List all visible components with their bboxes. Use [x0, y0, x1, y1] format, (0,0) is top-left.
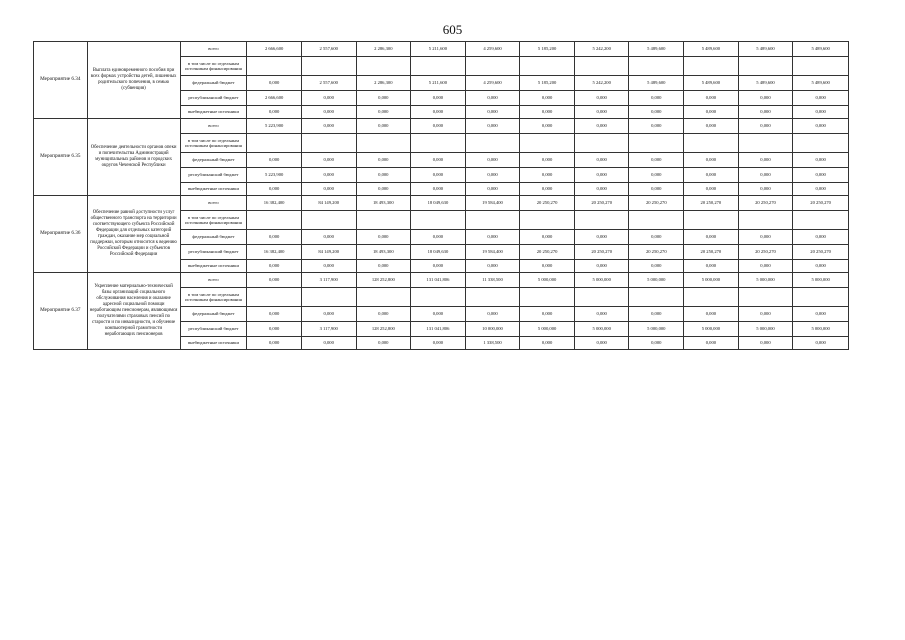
amount-cell: 5 000,000: [629, 273, 684, 288]
amount-cell: 0,000: [574, 307, 629, 322]
amount-cell: 0,000: [684, 307, 739, 322]
amount-cell: 5 242,200: [574, 42, 629, 57]
amount-cell: [411, 288, 466, 307]
amount-cell: [629, 211, 684, 230]
amount-cell: 0,000: [684, 106, 739, 119]
amount-cell: 0,000: [465, 119, 520, 134]
amount-cell: 5 211,600: [411, 76, 466, 91]
amount-cell: 0,000: [247, 260, 302, 273]
amount-cell: 0,000: [411, 337, 466, 350]
amount-cell: 0,000: [356, 153, 411, 168]
amount-cell: [247, 57, 302, 76]
amount-cell: 0,000: [520, 106, 575, 119]
amount-cell: 16 382,400: [247, 196, 302, 211]
amount-cell: [793, 57, 849, 76]
amount-cell: 18 049,630: [411, 196, 466, 211]
amount-cell: 0,000: [411, 183, 466, 196]
amount-cell: 0,000: [301, 153, 356, 168]
amount-cell: 84 149,200: [301, 245, 356, 260]
amount-cell: 0,000: [247, 183, 302, 196]
amount-cell: [247, 288, 302, 307]
amount-cell: 5 223,900: [247, 119, 302, 134]
amount-cell: 0,000: [356, 168, 411, 183]
amount-cell: 0,000: [247, 307, 302, 322]
amount-cell: 0,000: [574, 183, 629, 196]
measure-code: Мероприятие 6.36: [34, 196, 88, 273]
amount-cell: 20 250,270: [574, 196, 629, 211]
amount-cell: 18 493,300: [356, 196, 411, 211]
amount-cell: 0,000: [247, 153, 302, 168]
amount-cell: 0,000: [520, 337, 575, 350]
funding-source: внебюджетные источники: [180, 260, 247, 273]
amount-cell: 0,000: [684, 153, 739, 168]
amount-cell: [793, 288, 849, 307]
amount-cell: 0,000: [574, 153, 629, 168]
amount-cell: 0,000: [356, 230, 411, 245]
amount-cell: 0,000: [520, 119, 575, 134]
amount-cell: 0,000: [738, 337, 793, 350]
amount-cell: 20 250,270: [574, 245, 629, 260]
amount-cell: 20 250,270: [793, 196, 849, 211]
amount-cell: [684, 288, 739, 307]
amount-cell: 3 117,900: [301, 273, 356, 288]
amount-cell: 0,000: [356, 183, 411, 196]
amount-cell: [520, 211, 575, 230]
amount-cell: 5 489,600: [629, 76, 684, 91]
funding-source: федеральный бюджет: [180, 153, 247, 168]
amount-cell: 10 000,000: [465, 322, 520, 337]
amount-cell: 11 338,500: [465, 273, 520, 288]
amount-cell: 18 049,630: [411, 245, 466, 260]
amount-cell: 20 250,270: [738, 245, 793, 260]
amount-cell: [793, 134, 849, 153]
amount-cell: 0,000: [738, 230, 793, 245]
funding-source: республиканский бюджет: [180, 168, 247, 183]
measure-description: Обеспечение деятельности органов опеки и попечительства Администраций муниципальных районов и городских округов Чеченской Республики: [87, 119, 180, 196]
amount-cell: 0,000: [301, 230, 356, 245]
amount-cell: 0,000: [629, 260, 684, 273]
amount-cell: 5 000,000: [738, 273, 793, 288]
amount-cell: 0,000: [629, 230, 684, 245]
amount-cell: 2 286,300: [356, 76, 411, 91]
amount-cell: 0,000: [629, 307, 684, 322]
amount-cell: 5 000,000: [793, 273, 849, 288]
amount-cell: 0,000: [793, 119, 849, 134]
amount-cell: 2 557,600: [301, 76, 356, 91]
amount-cell: 0,000: [301, 183, 356, 196]
amount-cell: 5 000,000: [684, 322, 739, 337]
amount-cell: 0,000: [574, 230, 629, 245]
amount-cell: 0,000: [684, 183, 739, 196]
amount-cell: 5 000,000: [574, 273, 629, 288]
amount-cell: [465, 288, 520, 307]
amount-cell: 0,000: [247, 230, 302, 245]
amount-cell: [738, 57, 793, 76]
table-row: [34, 42, 849, 57]
amount-cell: 0,000: [574, 119, 629, 134]
amount-cell: 0,000: [465, 183, 520, 196]
funding-source: всего: [180, 42, 247, 57]
amount-cell: 2 557,600: [301, 42, 356, 57]
amount-cell: 0,000: [684, 260, 739, 273]
amount-cell: 0,000: [301, 307, 356, 322]
amount-cell: 0,000: [301, 91, 356, 106]
amount-cell: 18 493,300: [356, 245, 411, 260]
amount-cell: [465, 57, 520, 76]
amount-cell: [301, 288, 356, 307]
amount-cell: 20 250,270: [684, 245, 739, 260]
amount-cell: [411, 211, 466, 230]
amount-cell: [738, 211, 793, 230]
amount-cell: 20 250,270: [684, 196, 739, 211]
amount-cell: 0,000: [247, 106, 302, 119]
amount-cell: 0,000: [574, 91, 629, 106]
amount-cell: [520, 288, 575, 307]
amount-cell: 0,000: [411, 106, 466, 119]
amount-cell: 5 223,900: [247, 168, 302, 183]
budget-table: [33, 41, 849, 350]
amount-cell: 4 259,600: [465, 42, 520, 57]
amount-cell: [629, 134, 684, 153]
amount-cell: 0,000: [465, 307, 520, 322]
amount-cell: 0,000: [247, 337, 302, 350]
amount-cell: 0,000: [520, 183, 575, 196]
amount-cell: 128 252,800: [356, 273, 411, 288]
amount-cell: 4 259,600: [465, 76, 520, 91]
amount-cell: [629, 57, 684, 76]
amount-cell: 0,000: [629, 337, 684, 350]
amount-cell: [301, 211, 356, 230]
amount-cell: 0,000: [629, 91, 684, 106]
funding-source: внебюджетные источники: [180, 106, 247, 119]
amount-cell: 131 041,806: [411, 322, 466, 337]
amount-cell: 19 584,400: [465, 196, 520, 211]
amount-cell: 5 000,000: [520, 273, 575, 288]
amount-cell: 0,000: [356, 260, 411, 273]
amount-cell: 0,000: [738, 183, 793, 196]
funding-source: федеральный бюджет: [180, 230, 247, 245]
funding-source: всего: [180, 196, 247, 211]
amount-cell: 0,000: [738, 91, 793, 106]
amount-cell: 0,000: [520, 91, 575, 106]
funding-source: в том числе по отдельным источникам финансирования: [180, 288, 247, 307]
amount-cell: 5 242,200: [574, 76, 629, 91]
amount-cell: 0,000: [738, 168, 793, 183]
amount-cell: [793, 211, 849, 230]
amount-cell: [356, 211, 411, 230]
amount-cell: [520, 57, 575, 76]
amount-cell: 0,000: [411, 307, 466, 322]
measure-code: Мероприятие 6.35: [34, 119, 88, 196]
amount-cell: 0,000: [520, 230, 575, 245]
amount-cell: [356, 134, 411, 153]
amount-cell: 84 149,200: [301, 196, 356, 211]
amount-cell: 0,000: [465, 153, 520, 168]
amount-cell: [574, 211, 629, 230]
amount-cell: [301, 57, 356, 76]
amount-cell: [684, 134, 739, 153]
amount-cell: [301, 134, 356, 153]
amount-cell: 2 666,600: [247, 91, 302, 106]
measure-description: Обеспечение равной доступности услуг общественного транспорта на территории соответствующего субъекта Российской Федерации для отдельных категорий граждан, оказание мер социальной поддержки, которым относится к ведению Российской Федерации и субъектов Российской Федерации: [87, 196, 180, 273]
amount-cell: 0,000: [629, 183, 684, 196]
amount-cell: 0,000: [738, 260, 793, 273]
amount-cell: 0,000: [301, 106, 356, 119]
amount-cell: [738, 134, 793, 153]
amount-cell: 20 250,270: [629, 245, 684, 260]
amount-cell: 20 250,270: [793, 245, 849, 260]
amount-cell: 0,000: [684, 119, 739, 134]
amount-cell: [356, 57, 411, 76]
amount-cell: 2 666,600: [247, 42, 302, 57]
amount-cell: 0,000: [629, 119, 684, 134]
funding-source: в том числе по отдельным источникам финансирования: [180, 57, 247, 76]
funding-source: республиканский бюджет: [180, 91, 247, 106]
amount-cell: 5 185,200: [520, 76, 575, 91]
amount-cell: 0,000: [247, 273, 302, 288]
amount-cell: 0,000: [247, 322, 302, 337]
amount-cell: 0,000: [411, 230, 466, 245]
amount-cell: 5 000,000: [793, 322, 849, 337]
amount-cell: 0,000: [793, 91, 849, 106]
amount-cell: 0,000: [684, 337, 739, 350]
amount-cell: 0,000: [356, 91, 411, 106]
amount-cell: [684, 211, 739, 230]
amount-cell: [738, 288, 793, 307]
amount-cell: 0,000: [411, 168, 466, 183]
amount-cell: 5 489,600: [738, 42, 793, 57]
amount-cell: 0,000: [738, 153, 793, 168]
amount-cell: [684, 57, 739, 76]
amount-cell: 0,000: [301, 168, 356, 183]
amount-cell: 0,000: [684, 230, 739, 245]
amount-cell: 0,000: [356, 119, 411, 134]
amount-cell: 0,000: [684, 168, 739, 183]
amount-cell: 5 489,600: [793, 42, 849, 57]
amount-cell: 0,000: [520, 153, 575, 168]
amount-cell: 5 489,600: [629, 42, 684, 57]
amount-cell: [247, 211, 302, 230]
amount-cell: 0,000: [684, 91, 739, 106]
amount-cell: 0,000: [793, 106, 849, 119]
amount-cell: 5 489,600: [738, 76, 793, 91]
measure-code: Мероприятие 6.37: [34, 273, 88, 350]
amount-cell: 128 252,800: [356, 322, 411, 337]
amount-cell: [411, 134, 466, 153]
amount-cell: 5 489,600: [684, 76, 739, 91]
amount-cell: [520, 134, 575, 153]
amount-cell: 0,000: [793, 230, 849, 245]
amount-cell: [629, 288, 684, 307]
amount-cell: 1 338,500: [465, 337, 520, 350]
amount-cell: 0,000: [574, 337, 629, 350]
amount-cell: 0,000: [301, 119, 356, 134]
amount-cell: 0,000: [793, 153, 849, 168]
amount-cell: 5 000,000: [520, 322, 575, 337]
amount-cell: [465, 211, 520, 230]
amount-cell: 0,000: [793, 183, 849, 196]
funding-source: федеральный бюджет: [180, 76, 247, 91]
amount-cell: 0,000: [574, 106, 629, 119]
amount-cell: 0,000: [520, 307, 575, 322]
amount-cell: [247, 134, 302, 153]
funding-source: республиканский бюджет: [180, 322, 247, 337]
amount-cell: 0,000: [356, 337, 411, 350]
table-row: [34, 196, 849, 211]
amount-cell: 0,000: [629, 168, 684, 183]
amount-cell: 5 000,000: [574, 322, 629, 337]
funding-source: в том числе по отдельным источникам финансирования: [180, 211, 247, 230]
amount-cell: [465, 134, 520, 153]
funding-source: федеральный бюджет: [180, 307, 247, 322]
measure-description: Укрепление материально-технической базы организаций социального обслуживания населения и оказание адресной социальной помощи неработающим пенсионерам, являющимся получателями страховых пенсий по старости и по инвалидности, и обучение компьютерной грамотности неработающих пенсионеров: [87, 273, 180, 350]
amount-cell: 0,000: [574, 260, 629, 273]
amount-cell: 0,000: [411, 153, 466, 168]
amount-cell: 5 211,600: [411, 42, 466, 57]
amount-cell: [574, 57, 629, 76]
amount-cell: 5 489,600: [684, 42, 739, 57]
amount-cell: 5 185,200: [520, 42, 575, 57]
measure-description: Выплата единовременного пособия при всех формах устройства детей, лишенных родительского попечения, в семью (субвенция): [87, 42, 180, 119]
amount-cell: [574, 288, 629, 307]
amount-cell: 0,000: [411, 119, 466, 134]
amount-cell: 5 000,000: [629, 322, 684, 337]
amount-cell: 0,000: [465, 260, 520, 273]
amount-cell: 0,000: [465, 168, 520, 183]
amount-cell: 0,000: [629, 153, 684, 168]
amount-cell: 0,000: [793, 337, 849, 350]
amount-cell: 0,000: [520, 260, 575, 273]
amount-cell: [411, 57, 466, 76]
amount-cell: 0,000: [629, 106, 684, 119]
amount-cell: 0,000: [465, 91, 520, 106]
amount-cell: 0,000: [465, 230, 520, 245]
amount-cell: 0,000: [738, 307, 793, 322]
funding-source: всего: [180, 273, 247, 288]
amount-cell: 0,000: [793, 260, 849, 273]
amount-cell: 0,000: [356, 106, 411, 119]
amount-cell: [574, 134, 629, 153]
amount-cell: 20 250,270: [520, 245, 575, 260]
funding-source: внебюджетные источники: [180, 183, 247, 196]
amount-cell: 0,000: [411, 260, 466, 273]
funding-source: внебюджетные источники: [180, 337, 247, 350]
amount-cell: 20 250,270: [520, 196, 575, 211]
amount-cell: 0,000: [411, 91, 466, 106]
amount-cell: 5 000,000: [738, 322, 793, 337]
amount-cell: 0,000: [247, 76, 302, 91]
amount-cell: 0,000: [793, 307, 849, 322]
page-number: 605: [442, 22, 463, 37]
amount-cell: 5 000,000: [684, 273, 739, 288]
amount-cell: 0,000: [520, 168, 575, 183]
amount-cell: 0,000: [356, 307, 411, 322]
funding-source: в том числе по отдельным источникам финансирования: [180, 134, 247, 153]
amount-cell: 0,000: [738, 106, 793, 119]
amount-cell: 0,000: [574, 168, 629, 183]
table-row: [34, 273, 849, 288]
amount-cell: 3 117,900: [301, 322, 356, 337]
amount-cell: 0,000: [793, 168, 849, 183]
amount-cell: 131 041,806: [411, 273, 466, 288]
amount-cell: 20 250,270: [738, 196, 793, 211]
amount-cell: 2 286,300: [356, 42, 411, 57]
amount-cell: 20 250,270: [629, 196, 684, 211]
table-row: [34, 119, 849, 134]
amount-cell: 19 584,400: [465, 245, 520, 260]
funding-source: республиканский бюджет: [180, 245, 247, 260]
amount-cell: 0,000: [465, 106, 520, 119]
amount-cell: 0,000: [301, 337, 356, 350]
funding-source: всего: [180, 119, 247, 134]
amount-cell: 5 489,600: [793, 76, 849, 91]
amount-cell: [356, 288, 411, 307]
amount-cell: 0,000: [301, 260, 356, 273]
amount-cell: 16 382,400: [247, 245, 302, 260]
amount-cell: 0,000: [738, 119, 793, 134]
measure-code: Мероприятие 6.34: [34, 42, 88, 119]
